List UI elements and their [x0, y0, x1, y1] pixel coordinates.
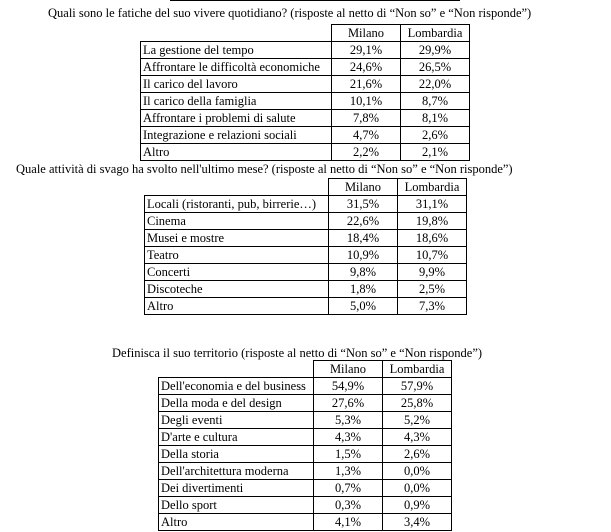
row-label: Il carico del lavoro [141, 76, 332, 93]
cell-lombardia: 2,5% [398, 281, 467, 298]
cell-milano: 7,8% [332, 110, 401, 127]
row-label: Altro [145, 298, 329, 315]
table-row [141, 93, 470, 110]
cell-milano: 4,7% [332, 127, 401, 144]
section3-title: Definisca il suo territorio (risposte al netto di “Non so” e “Non risponde”) [112, 346, 483, 360]
cell-milano: 4,3% [314, 429, 383, 446]
table-header-row [145, 179, 467, 196]
table-row [145, 230, 467, 247]
cell-milano: 24,6% [332, 59, 401, 76]
table-row [145, 247, 467, 264]
cell-milano: 29,1% [332, 42, 401, 59]
cell-lombardia: 26,5% [401, 59, 470, 76]
cell-lombardia: 2,6% [401, 127, 470, 144]
cell-lombardia: 25,8% [383, 395, 452, 412]
cell-lombardia: 22,0% [401, 76, 470, 93]
cell-lombardia: 4,3% [383, 429, 452, 446]
row-label: Altro [159, 514, 314, 531]
cell-milano: 22,6% [329, 213, 398, 230]
cell-milano: 5,3% [314, 412, 383, 429]
header-blank-cell [159, 361, 314, 378]
header-blank-cell [145, 179, 329, 196]
row-label: Locali (ristoranti, pub, birrerie…) [145, 196, 329, 213]
cell-milano: 18,4% [329, 230, 398, 247]
cell-milano: 5,0% [329, 298, 398, 315]
row-label: Integrazione e relazioni sociali [141, 127, 332, 144]
row-label: Teatro [145, 247, 329, 264]
section1-title: Quali sono le fatiche del suo vivere quotidiano? (risposte al netto di “Non so” e “Non risponde”) [48, 6, 532, 20]
cell-lombardia: 9,9% [398, 264, 467, 281]
cell-lombardia: 31,1% [398, 196, 467, 213]
cell-lombardia: 18,6% [398, 230, 467, 247]
table-territory-definition [158, 360, 452, 531]
cell-lombardia: 2,1% [401, 144, 470, 161]
row-label: Della moda e del design [159, 395, 314, 412]
row-label: Discoteche [145, 281, 329, 298]
cell-lombardia: 19,8% [398, 213, 467, 230]
table-header-row [141, 25, 470, 42]
row-label: Dell'economia e del business [159, 378, 314, 395]
table-header-row [159, 361, 452, 378]
cell-milano: 4,1% [314, 514, 383, 531]
column-header-milano: Milano [314, 361, 383, 378]
table-row [159, 446, 452, 463]
table-row [141, 76, 470, 93]
row-label: Cinema [145, 213, 329, 230]
cell-milano: 10,1% [332, 93, 401, 110]
cell-lombardia: 8,1% [401, 110, 470, 127]
row-label: La gestione del tempo [141, 42, 332, 59]
row-label: Altro [141, 144, 332, 161]
top-rule-divider [170, 0, 460, 1]
row-label: D'arte e cultura [159, 429, 314, 446]
row-label: Musei e mostre [145, 230, 329, 247]
cell-lombardia: 0,9% [383, 497, 452, 514]
cell-lombardia: 7,3% [398, 298, 467, 315]
table-row [141, 42, 470, 59]
cell-milano: 0,7% [314, 480, 383, 497]
column-header-milano: Milano [329, 179, 398, 196]
cell-lombardia: 3,4% [383, 514, 452, 531]
cell-milano: 54,9% [314, 378, 383, 395]
table-row [159, 480, 452, 497]
column-header-lombardia: Lombardia [401, 25, 470, 42]
cell-lombardia: 10,7% [398, 247, 467, 264]
row-label: Della storia [159, 446, 314, 463]
table-row [145, 281, 467, 298]
column-header-lombardia: Lombardia [383, 361, 452, 378]
cell-lombardia: 8,7% [401, 93, 470, 110]
table-leisure-activities [144, 178, 467, 315]
row-label: Concerti [145, 264, 329, 281]
row-label: Dello sport [159, 497, 314, 514]
cell-lombardia: 0,0% [383, 480, 452, 497]
table-row [159, 497, 452, 514]
cell-milano: 27,6% [314, 395, 383, 412]
cell-lombardia: 57,9% [383, 378, 452, 395]
table-daily-struggles [140, 24, 470, 161]
cell-lombardia: 0,0% [383, 463, 452, 480]
table-row [159, 514, 452, 531]
cell-lombardia: 2,6% [383, 446, 452, 463]
table-row [159, 412, 452, 429]
table-row [141, 110, 470, 127]
column-header-lombardia: Lombardia [398, 179, 467, 196]
table-row [159, 429, 452, 446]
row-label: Dell'architettura moderna [159, 463, 314, 480]
table-row [159, 463, 452, 480]
table-row [141, 144, 470, 161]
table-row [145, 213, 467, 230]
cell-milano: 1,3% [314, 463, 383, 480]
cell-lombardia: 29,9% [401, 42, 470, 59]
table-row [159, 378, 452, 395]
table-row [141, 127, 470, 144]
section2-title: Quale attività di svago ha svolto nell'ultimo mese? (risposte al netto di “Non so” e “Non risponde”) [16, 162, 513, 176]
table-row [159, 395, 452, 412]
row-label: Affrontare i problemi di salute [141, 110, 332, 127]
cell-milano: 1,5% [314, 446, 383, 463]
cell-milano: 10,9% [329, 247, 398, 264]
table-row [145, 298, 467, 315]
table-row [145, 264, 467, 281]
cell-milano: 1,8% [329, 281, 398, 298]
cell-milano: 0,3% [314, 497, 383, 514]
cell-milano: 31,5% [329, 196, 398, 213]
table-row [145, 196, 467, 213]
cell-milano: 21,6% [332, 76, 401, 93]
cell-milano: 9,8% [329, 264, 398, 281]
cell-lombardia: 5,2% [383, 412, 452, 429]
table-row [141, 59, 470, 76]
row-label: Degli eventi [159, 412, 314, 429]
cell-milano: 2,2% [332, 144, 401, 161]
row-label: Affrontare le difficoltà economiche [141, 59, 332, 76]
row-label: Il carico della famiglia [141, 93, 332, 110]
row-label: Dei divertimenti [159, 480, 314, 497]
header-blank-cell [141, 25, 332, 42]
column-header-milano: Milano [332, 25, 401, 42]
